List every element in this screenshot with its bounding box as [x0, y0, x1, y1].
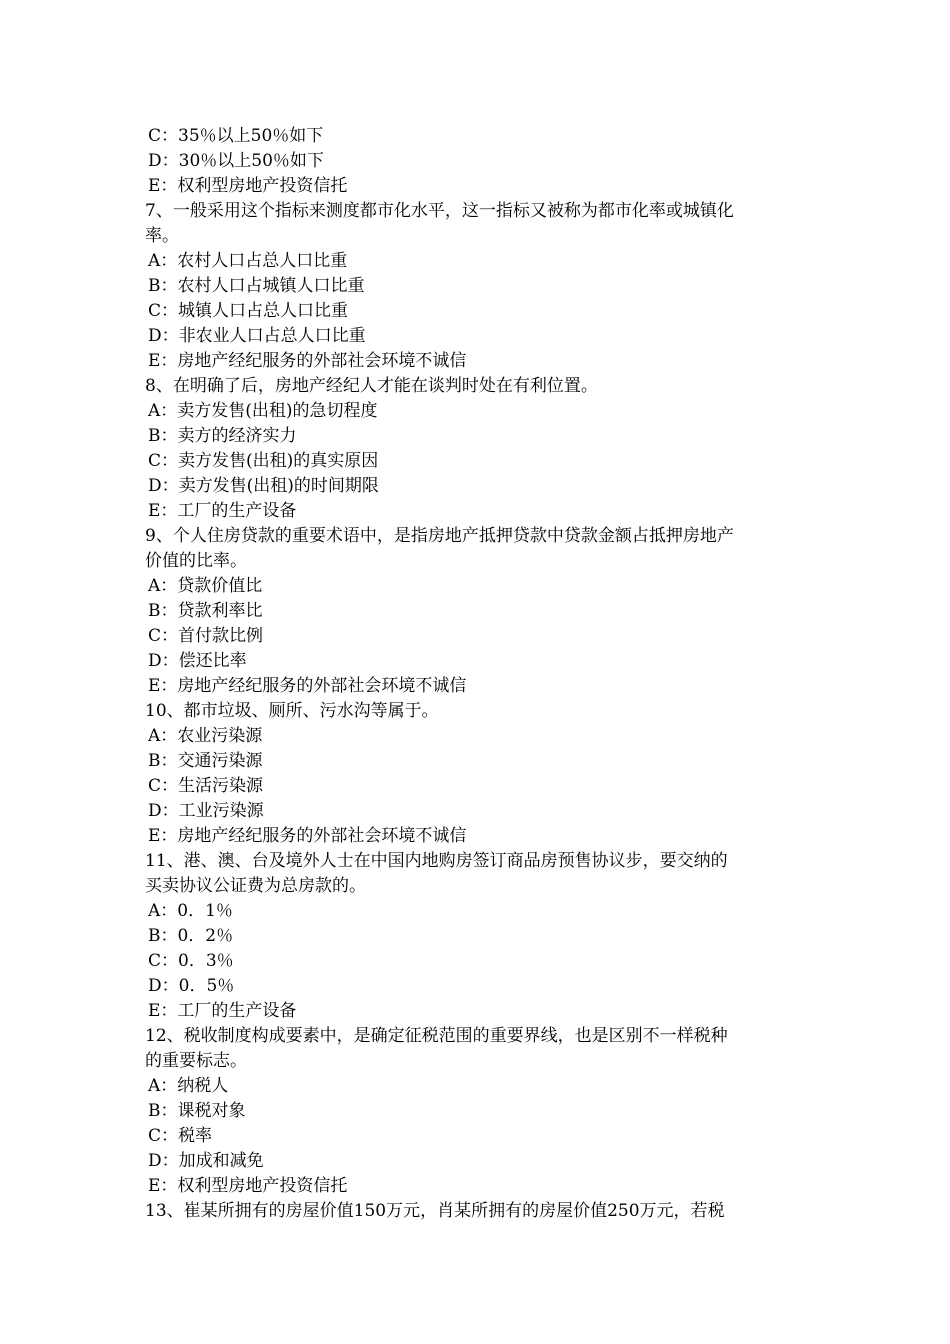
- option-b: B：贷款利率比: [148, 601, 263, 621]
- option-d: D：加成和减免: [148, 1151, 264, 1171]
- option-b: B：课税对象: [148, 1101, 246, 1121]
- question-text: 11、港、澳、台及境外人士在中国内地购房签订商品房预售协议步，要交纳的: [145, 851, 728, 871]
- option-d: D：工业污染源: [148, 801, 264, 821]
- question-8: [145, 374, 810, 524]
- option-c: C：卖方发售(出租)的真实原因: [148, 451, 379, 471]
- option-e: E：房地产经纪服务的外部社会环境不诚信: [148, 351, 467, 371]
- question-text: 13、崔某所拥有的房屋价值150万元，肖某所拥有的房屋价值250万元，若税: [145, 1201, 725, 1221]
- option-e: E：房地产经纪服务的外部社会环境不诚信: [148, 676, 467, 696]
- question-text: 12、税收制度构成要素中，是确定征税范围的重要界线，也是区别不一样税种: [145, 1026, 728, 1046]
- option-a: A：纳税人: [148, 1076, 229, 1096]
- option-d: D：卖方发售(出租)的时间期限: [148, 476, 379, 496]
- option-b: B：农村人口占城镇人口比重: [148, 276, 365, 296]
- option-line: C：35％以上50％如下: [148, 126, 324, 146]
- question-text: 8、在明确了后，房地产经纪人才能在谈判时处在有利位置。: [145, 376, 598, 396]
- option-line: D：30％以上50％如下: [148, 151, 324, 171]
- option-a: A：0．1％: [148, 901, 233, 921]
- option-e: E：工厂的生产设备: [148, 1001, 297, 1021]
- option-c: C：城镇人口占总人口比重: [148, 301, 349, 321]
- question-text: 10、都市垃圾、厕所、污水沟等属于。: [145, 701, 439, 721]
- option-d: D：0．5％: [148, 976, 235, 996]
- option-d: D：偿还比率: [148, 651, 247, 671]
- option-a: A：农村人口占总人口比重: [148, 251, 348, 271]
- document-page: [145, 124, 810, 1224]
- option-b: B：交通污染源: [148, 751, 263, 771]
- option-b: B：卖方的经济实力: [148, 426, 297, 446]
- question-text: 买卖协议公证费为总房款的。: [145, 876, 366, 896]
- option-c: C：0．3％: [148, 951, 234, 971]
- question-9: [145, 524, 810, 699]
- option-b: B：0．2％: [148, 926, 234, 946]
- question-text: 率。: [145, 226, 179, 246]
- option-a: A：卖方发售(出租)的急切程度: [148, 401, 378, 421]
- option-a: A：贷款价值比: [148, 576, 263, 596]
- option-c: C：生活污染源: [148, 776, 264, 796]
- question-13: [145, 1199, 810, 1224]
- option-e: E：房地产经纪服务的外部社会环境不诚信: [148, 826, 467, 846]
- option-c: C：税率: [148, 1126, 213, 1146]
- question-11: [145, 849, 810, 1024]
- question-text: 9、个人住房贷款的重要术语中，是指房地产抵押贷款中贷款金额占抵押房地产: [145, 526, 734, 546]
- option-a: A：农业污染源: [148, 726, 263, 746]
- option-line: E：权利型房地产投资信托: [148, 176, 348, 196]
- option-d: D：非农业人口占总人口比重: [148, 326, 366, 346]
- option-e: E：工厂的生产设备: [148, 501, 297, 521]
- question-text: 的重要标志。: [145, 1051, 247, 1071]
- question-text: 7、一般采用这个指标来测度都市化水平，这一指标又被称为都市化率或城镇化: [145, 201, 734, 221]
- question-text: 价值的比率。: [145, 551, 247, 571]
- option-e: E：权利型房地产投资信托: [148, 1176, 348, 1196]
- question-7: [145, 199, 810, 374]
- question-10: [145, 699, 810, 849]
- option-c: C：首付款比例: [148, 626, 264, 646]
- question-12: [145, 1024, 810, 1199]
